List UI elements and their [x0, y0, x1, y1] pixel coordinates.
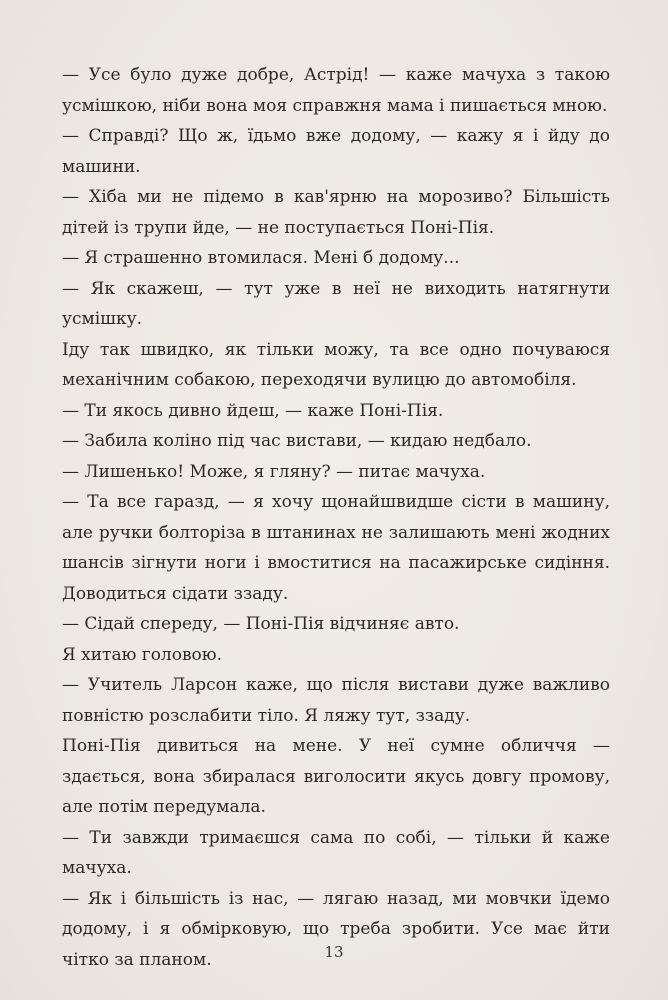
- paragraph: — Забила коліно під час вистави, — кидаю недбало.: [62, 431, 532, 451]
- body-text: [62, 60, 610, 975]
- paragraph: — Ти завжди тримаєшся сама по собі, — тільки й каже мачуха.: [62, 827, 610, 878]
- paragraph: Я хитаю головою.: [62, 644, 222, 665]
- paragraph: — Справді? Що ж, їдьмо вже додому, — кажу я і йду до машини.: [62, 126, 610, 177]
- paragraph: — Та все гаразд, — я хочу щонайшвидше сісти в машину, але ручки болторіза в штанинах не залишають мені жодних шансів зігнути ноги і вмоститися на пасажирське сидіння. Доводиться сідати ззаду.: [62, 492, 610, 604]
- paragraph: — Як і більшість із нас, — лягаю назад, ми мовчки їдемо додому, і я обмірковую, що треба зробити. Усе має йти чітко за планом.: [62, 888, 610, 970]
- paragraph: — Лишенько! Може, я гляну? — питає мачуха.: [62, 461, 486, 482]
- paragraph: — Хіба ми не підемо в кав'ярню на морозиво? Більшість дітей із трупи йде, — не поступається Поні-Пія.: [62, 187, 610, 238]
- paragraph: — Ти якось дивно йдеш, — каже Поні-Пія.: [62, 400, 444, 421]
- paragraph: Поні-Пія дивиться на мене. У неї сумне обличчя — здається, вона збиралася виголосити якусь довгу промову, але потім передумала.: [62, 736, 610, 817]
- paragraph: — Сідай спереду, — Поні-Пія відчиняє авто.: [62, 614, 460, 634]
- page-number: 13: [324, 943, 344, 961]
- paragraph: — Я страшенно втомилася. Мені б додому...: [62, 248, 460, 268]
- paragraph: Іду так швидко, як тільки можу, та все одно почуваюся механічним собакою, переходячи вулицю до автомобіля.: [62, 339, 610, 390]
- paragraph: — Учитель Ларсон каже, що після вистави дуже важливо повністю розслабити тіло. Я ляжу тут, ззаду.: [62, 675, 610, 726]
- paragraph: — Усе було дуже добре, Астрід! — каже мачуха з такою усмішкою, ніби вона моя справжня мама і пишається мною.: [62, 65, 610, 116]
- paragraph: — Як скажеш, — тут уже в неї не виходить натягнути усмішку.: [62, 278, 610, 329]
